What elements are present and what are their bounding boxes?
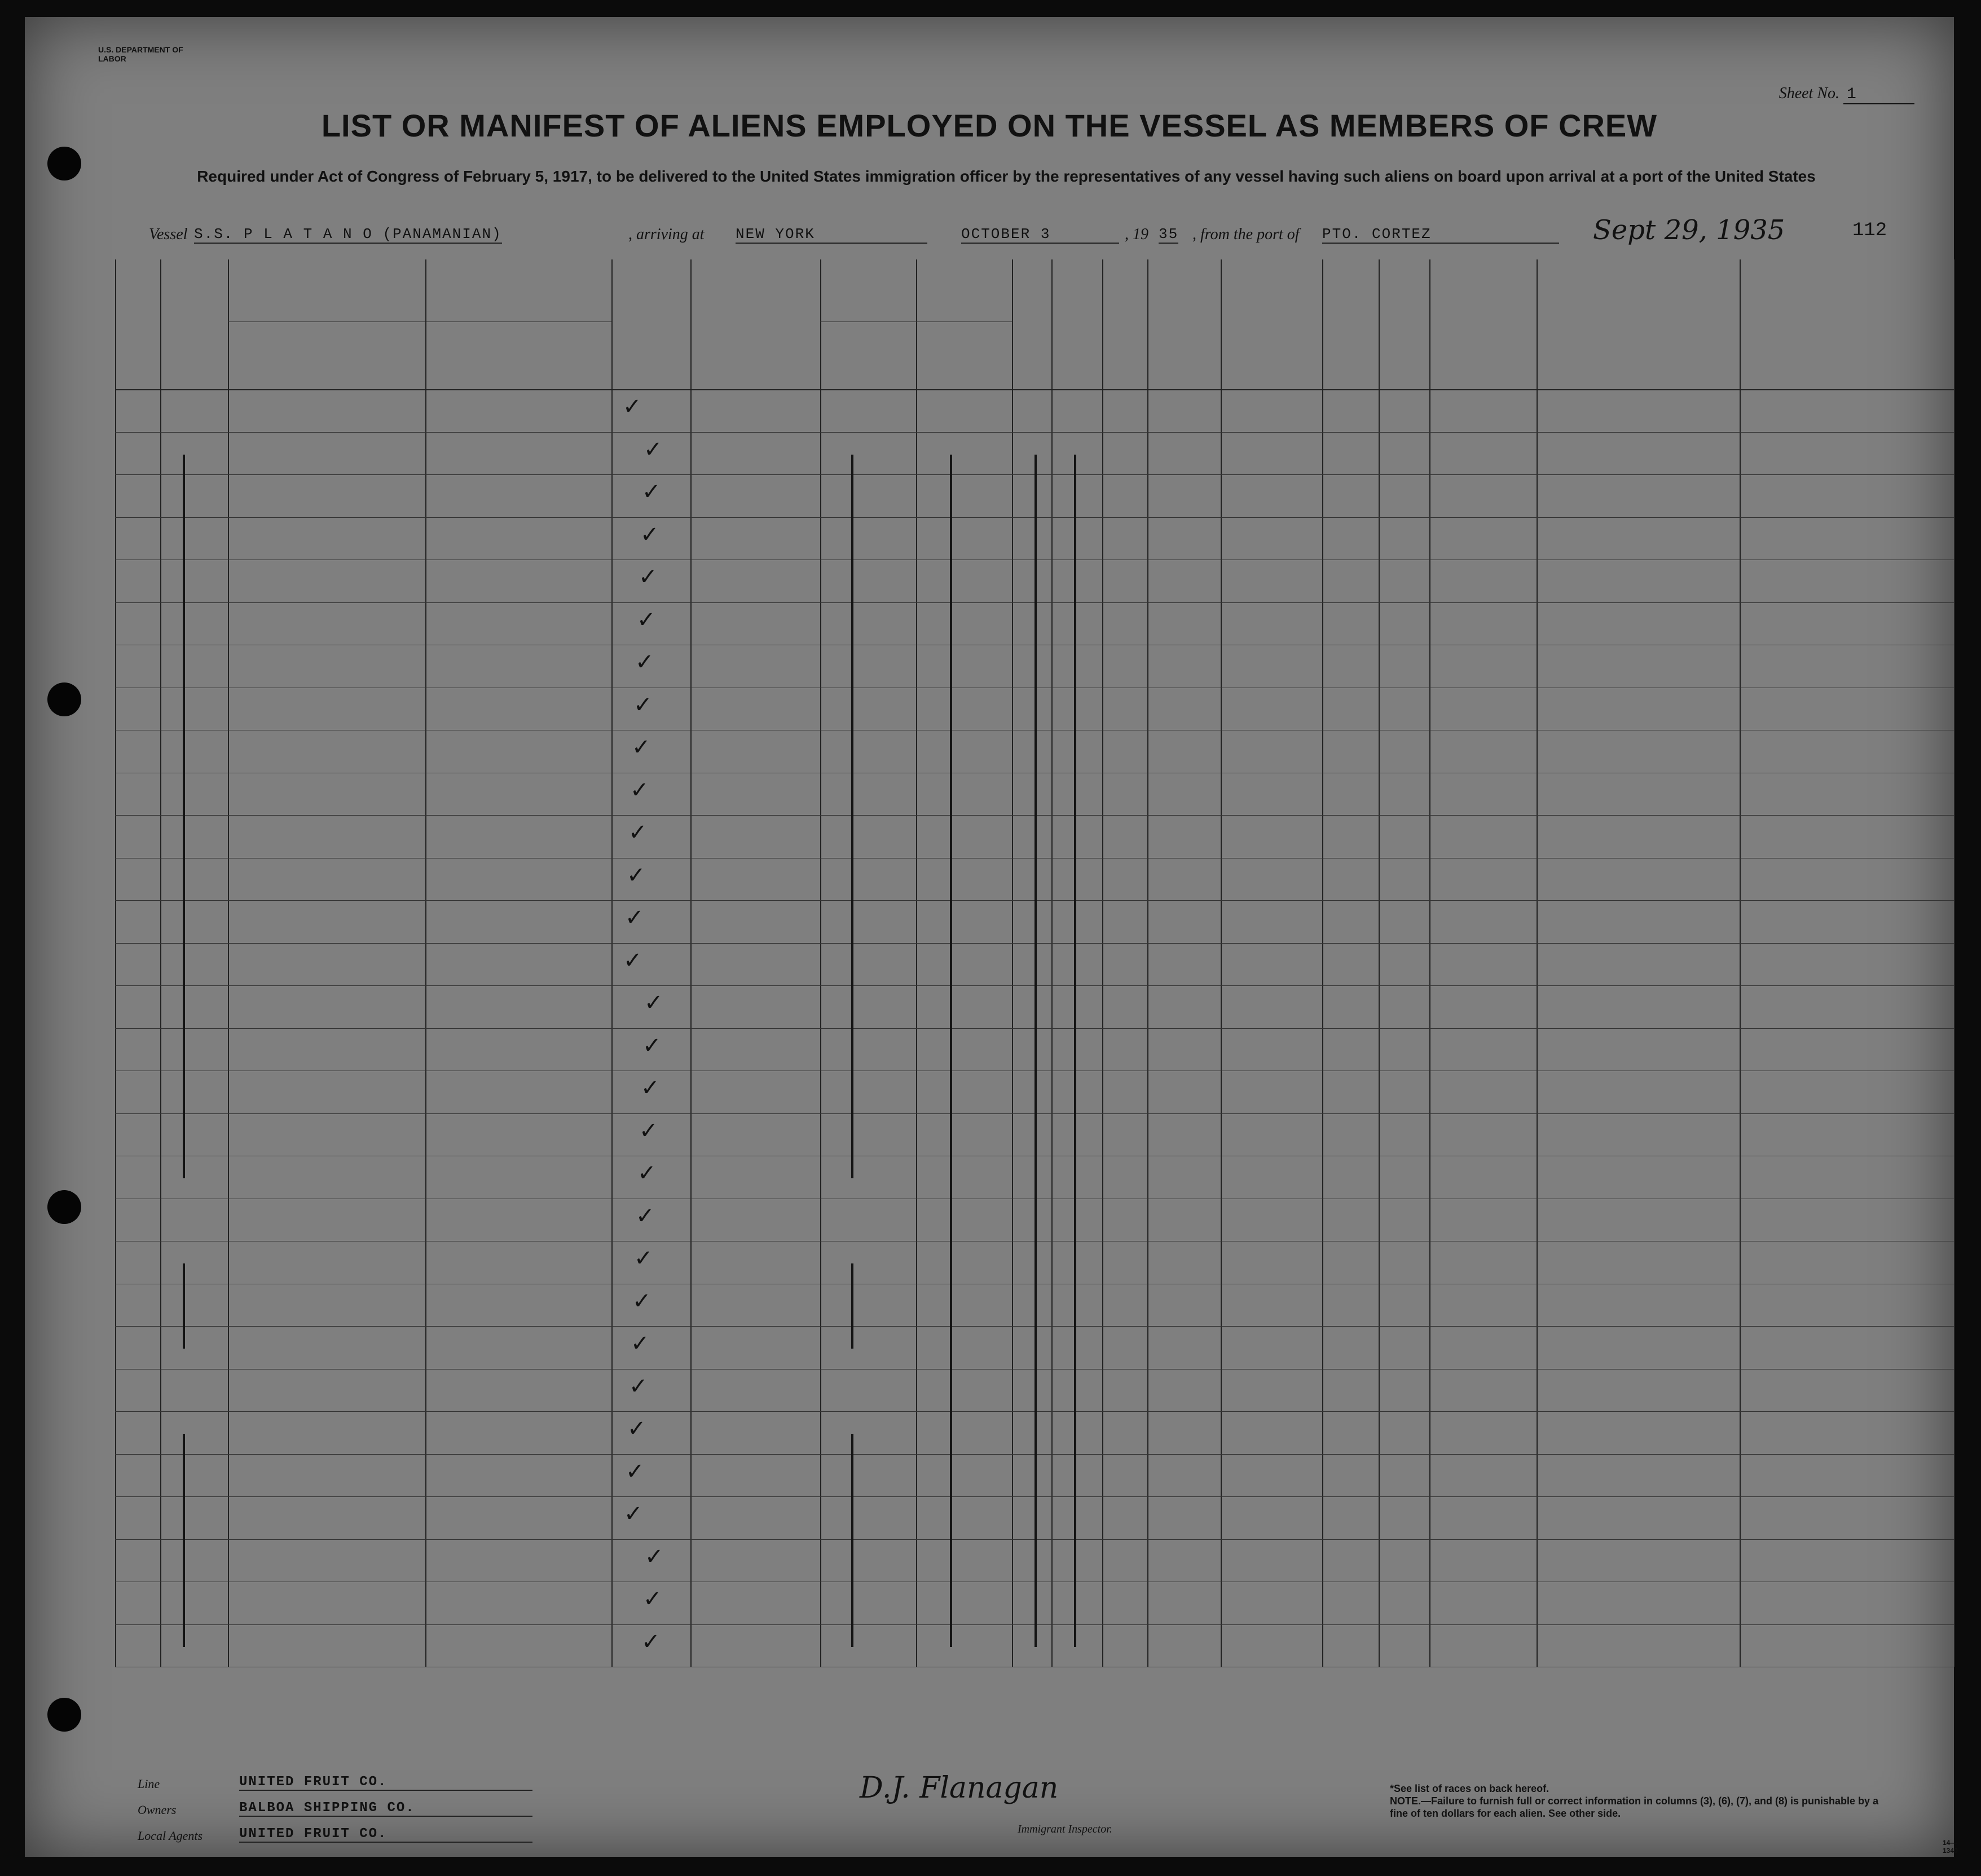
- service-check-mark: ✓: [623, 947, 642, 974]
- service-check-mark: ✓: [643, 1586, 662, 1612]
- column-rule: [1954, 259, 1955, 1667]
- service-check-mark: ✓: [642, 479, 661, 505]
- service-check-mark: ✓: [639, 1117, 658, 1144]
- service-check-mark: ✓: [644, 990, 663, 1016]
- service-check-mark: ✓: [637, 606, 656, 633]
- footer: [138, 1771, 1958, 1856]
- service-check-mark: ✓: [630, 777, 649, 803]
- form-number: 14—1340: [1943, 1839, 1958, 1855]
- service-check-mark: ✓: [632, 734, 651, 760]
- vessel-label: Vessel: [149, 226, 188, 243]
- document-title: LIST OR MANIFEST OF ALIENS EMPLOYED ON THE VESSEL AS MEMBERS OF CREW: [321, 108, 1658, 143]
- department-stamp: U.S. DEPARTMENT OF LABOR: [98, 45, 183, 63]
- column-rule: [1147, 259, 1148, 1667]
- service-check-mark: ✓: [639, 564, 658, 590]
- sheet-number: Sheet No. 1: [1779, 85, 1914, 104]
- page-number: 112: [1852, 220, 1887, 241]
- owners-value: BALBOA SHIPPING CO.: [239, 1800, 532, 1817]
- service-check-mark: ✓: [644, 436, 663, 463]
- ditto-line: [851, 1263, 853, 1349]
- service-check-mark: ✓: [635, 649, 654, 675]
- service-check-mark: ✓: [626, 1458, 645, 1485]
- owners-label: Owners: [138, 1803, 177, 1817]
- service-check-mark: ✓: [627, 1416, 646, 1442]
- column-rule: [115, 259, 116, 1667]
- service-check-mark: ✓: [632, 1288, 651, 1314]
- agents-label: Local Agents: [138, 1829, 203, 1843]
- arrival-date: OCTOBER 3: [961, 226, 1119, 244]
- service-check-mark: ✓: [641, 1628, 661, 1655]
- line-label: Line: [138, 1777, 160, 1791]
- column-rule: [1429, 259, 1430, 1667]
- column-rule: [820, 259, 821, 1667]
- service-check-mark: ✓: [641, 1075, 660, 1101]
- agents-value: UNITED FRUIT CO.: [239, 1826, 532, 1843]
- service-check-mark: ✓: [634, 1245, 653, 1271]
- ditto-line: [1034, 455, 1037, 1647]
- service-check-mark: ✓: [633, 692, 653, 718]
- ditto-line: [183, 455, 185, 1179]
- arrival-year: 35: [1159, 226, 1179, 243]
- column-rule: [916, 259, 917, 1667]
- ditto-line: [183, 1434, 185, 1647]
- sheet-number-value: 1: [1843, 86, 1914, 104]
- column-rule: [1102, 259, 1103, 1667]
- punch-hole: [47, 1190, 81, 1224]
- column-rule: [1322, 259, 1323, 1667]
- ditto-line: [1074, 455, 1076, 1647]
- column-rule: [1740, 259, 1741, 1667]
- line-value: UNITED FRUIT CO.: [239, 1774, 532, 1791]
- service-check-mark: ✓: [623, 394, 642, 420]
- manifest-sheet: [25, 17, 1958, 1857]
- inspector-signature: D.J. Flanagan: [860, 1771, 1059, 1805]
- punch-hole: [47, 1698, 81, 1732]
- column-rule: [690, 259, 692, 1667]
- service-check-mark: ✓: [637, 1160, 657, 1186]
- service-check-mark: ✓: [642, 1032, 662, 1059]
- column-rule: [425, 259, 426, 1667]
- service-check-mark: ✓: [645, 1543, 664, 1570]
- ditto-line: [851, 455, 853, 1179]
- ditto-line: [851, 1434, 853, 1647]
- vessel-name: S.S. P L A T A N O (PANAMANIAN): [194, 226, 502, 243]
- service-check-mark: ✓: [629, 1373, 648, 1399]
- year-label: , 19: [1125, 226, 1148, 243]
- column-rule: [1379, 259, 1380, 1667]
- service-check-mark: ✓: [625, 905, 644, 931]
- service-check-mark: ✓: [636, 1203, 655, 1229]
- service-check-mark: ✓: [631, 1331, 650, 1357]
- crew-table: [115, 259, 1954, 1667]
- column-rule: [228, 259, 229, 1667]
- service-check-mark: ✓: [640, 521, 659, 548]
- service-check-mark: ✓: [627, 862, 646, 888]
- row-rule: [115, 432, 1954, 433]
- column-rule: [1012, 259, 1013, 1667]
- signature-label: Immigrant Inspector.: [1018, 1823, 1112, 1835]
- departure-port: PTO. CORTEZ: [1322, 226, 1559, 244]
- vessel-line: [149, 214, 1898, 248]
- footnote: *See list of races on back hereof. NOTE.—Failure to furnish full or correct information in columns (3), (6), (7), and (8) is punishable by a fine of ten dollars for each alien. See other side.: [1390, 1783, 1879, 1819]
- punch-hole: [47, 147, 81, 180]
- column-rule: [1537, 259, 1538, 1667]
- column-rule: [160, 259, 161, 1667]
- handwritten-date: Sept 29, 1935: [1593, 214, 1785, 246]
- document-subtitle: Required under Act of Congress of February 5, 1917, to be delivered to the United States immigration officer by the representatives of any vessel having such aliens on board upon arrival at a port of the United States: [197, 168, 1816, 185]
- column-rule: [425, 322, 426, 389]
- service-check-mark: ✓: [628, 820, 648, 845]
- header-bottom-rule: [115, 389, 1954, 390]
- column-rule: [1051, 259, 1053, 1667]
- service-check-mark: ✓: [624, 1501, 643, 1527]
- ditto-line: [183, 1263, 185, 1349]
- column-rule: [1221, 259, 1222, 1667]
- punch-hole: [47, 682, 81, 716]
- column-rule: [611, 259, 613, 1667]
- from-label: , from the port of: [1192, 226, 1300, 243]
- arriving-port: NEW YORK: [736, 226, 927, 244]
- ditto-line: [950, 455, 952, 1647]
- arriving-label: , arriving at: [628, 226, 705, 243]
